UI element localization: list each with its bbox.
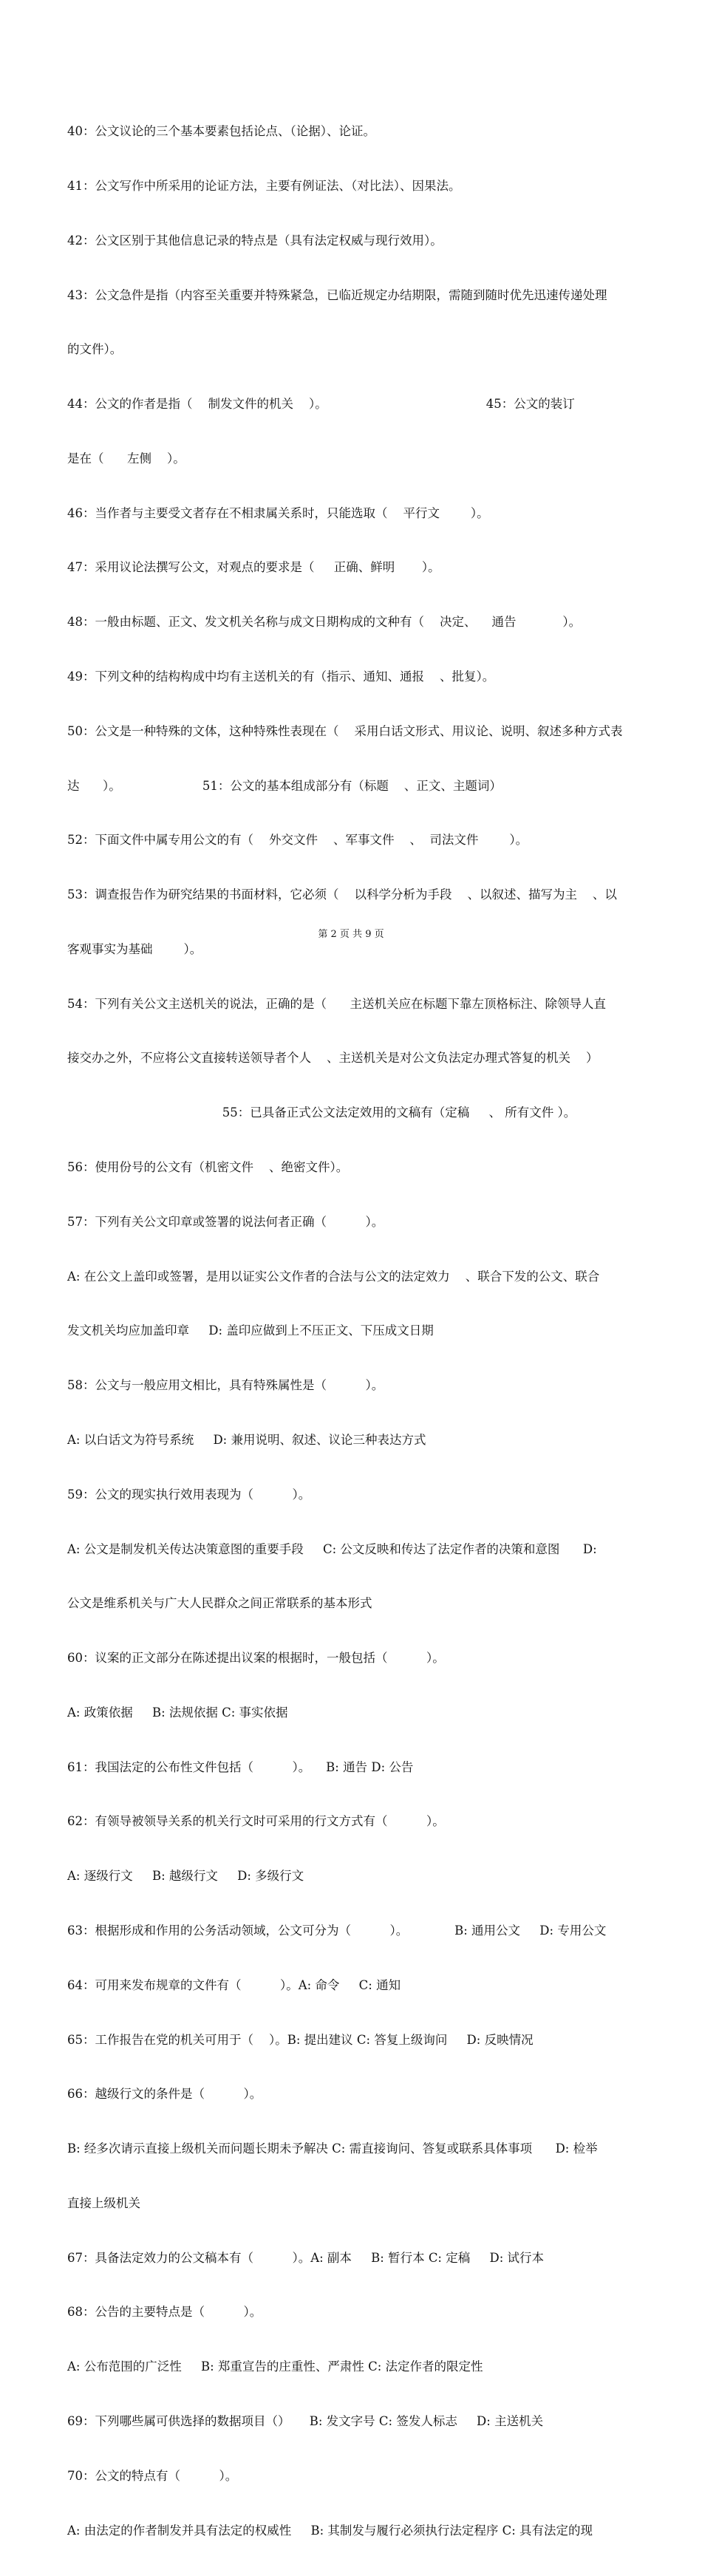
text-line: 47：采用议论法撰写公文，对观点的要求是（ 正确、鲜明 ）。 [67,560,440,575]
text-line: 52：下面文件中属专用公文的有（ 外交文件 、军事文件 、 司法文件 ）。 [67,833,528,848]
text-line: 63：根据形成和作用的公务活动领域，公文可分为（ ）。 B: 通用公文 D: 专用公文 [67,1923,607,1938]
text-line: A: 公文是制发机关传达决策意图的重要手段 C: 公文反映和传达了法定作者的决策和意图 D: [67,1541,597,1556]
text-line: 客观事实为基础 ）。 [67,941,202,956]
text-line: 是在（ 左侧 ）。 [67,451,185,466]
text-line: 接交办之外，不应将公文直接转送领导者个人 、主送机关是对公文负法定办理式答复的机关 ） [67,1051,599,1066]
text-line: 66：越级行文的条件是（ ）。 [67,2087,262,2102]
text-line: 42：公文区别于其他信息记录的特点是（具有法定权威与现行效用）。 [67,233,443,248]
text-line: 54：下列有关公文主送机关的说法，正确的是（ 主送机关应在标题下靠左顶格标注、除领导人直 [67,996,606,1011]
text-line: 62：有领导被领导关系的机关行文时可采用的行文方式有（ ）。 [67,1814,445,1829]
text-line: 发文机关均应加盖印章 D: 盖印应做到上不压正文、下压成文日期 [67,1323,434,1338]
text-line: 的文件）。 [67,342,123,357]
text-line: 58：公文与一般应用文相比，具有特殊属性是（ ）。 [67,1378,384,1393]
text-line: 57：下列有关公文印章或签署的说法何者正确（ ）。 [67,1214,384,1229]
text-line: 70：公文的特点有（ ）。 [67,2468,238,2483]
text-line: A: 逐级行文 B: 越级行文 D: 多级行文 [67,1869,304,1884]
text-line: 55：已具备正式公文法定效用的文稿有（定稿 、 所有文件 ）。 [67,1105,576,1120]
text-line: A: 公布范围的广泛性 B: 郑重宣告的庄重性、严肃性 C: 法定作者的限定性 [67,2359,483,2374]
text-line: 56：使用份号的公文有（机密文件 、绝密文件）。 [67,1160,349,1175]
text-line: A: 政策依据 B: 法规依据 C: 事实依据 [67,1705,288,1720]
text-line: 48：一般由标题、正文、发文机关名称与成文日期构成的文种有（ 决定、 通告 ）。 [67,615,582,630]
document-body [67,86,669,2576]
text-line: 61：我国法定的公布性文件包括（ ）。 B: 通告 D: 公告 [67,1759,414,1774]
text-line: 60：议案的正文部分在陈述提出议案的根据时，一般包括（ ）。 [67,1651,445,1666]
text-line: 59：公文的现实执行效用表现为（ ）。 [67,1487,311,1502]
text-line: 44：公文的作者是指（ 制发文件的机关 ）。 45：公文的装订 [67,397,575,412]
text-line: 53：调查报告作为研究结果的书面材料，它必须（ 以科学分析为手段 、以叙述、描写为主 、以 [67,887,617,902]
text-line: 69：下列哪些属可供选择的数据项目（） B: 发文字号 C: 签发人标志 D: 主送机关 [67,2414,544,2428]
text-line: A: 以白话文为符号系统 D: 兼用说明、叙述、议论三种表达方式 [67,1432,426,1447]
text-line: 50：公文是一种特殊的文体，这种特殊性表现在（ 采用白话文形式、用议论、说明、叙述多种方式表 [67,723,623,738]
text-line: A: 在公文上盖印或签署，是用以证实公文作者的合法与公文的法定效力 、联合下发的公文、联合 [67,1269,600,1284]
text-line: 43：公文急件是指（内容至关重要并特殊紧急，已临近规定办结期限，需随到随时优先迅速传递处理 [67,287,607,302]
text-line: B: 经多次请示直接上级机关而问题长期未予解决 C: 需直接询问、答复或联系具体事项 D: 检举 [67,2141,598,2156]
text-line: 46：当作者与主要受文者存在不相隶属关系时，只能选取（ 平行文 ）。 [67,505,489,520]
text-line: 68：公告的主要特点是（ ）。 [67,2305,262,2320]
text-line: 67：具备法定效力的公文稿本有（ ）。A: 副本 B: 暂行本 C: 定稿 D: 试行本 [67,2250,544,2265]
text-line: 直接上级机关 [67,2195,140,2210]
page-footer: 第 2 页 共 9 页 [318,929,384,940]
text-line: A: 由法定的作者制发并具有法定的权威性 B: 其制发与履行必须执行法定程序 C: 具有法定的现 [67,2523,593,2538]
text-line: 64：可用来发布规章的文件有（ ）。A: 命令 C: 通知 [67,1977,401,1992]
text-line: 41：公文写作中所采用的论证方法，主要有例证法、（对比法）、因果法。 [67,178,461,193]
text-line: 公文是维系机关与广大人民群众之间正常联系的基本形式 [67,1596,372,1611]
text-line: 65：工作报告在党的机关可用于（ ）。B: 提出建议 C: 答复上级询问 D: 反映情况 [67,2032,534,2047]
text-line: 达 ）。 51：公文的基本组成部分有（标题 、正文、主题词） [67,778,502,793]
text-line: 40：公文议论的三个基本要素包括论点、（论据）、论证。 [67,124,375,139]
text-line: 49：下列文种的结构构成中均有主送机关的有（指示、通知、通报 、批复）。 [67,669,495,684]
